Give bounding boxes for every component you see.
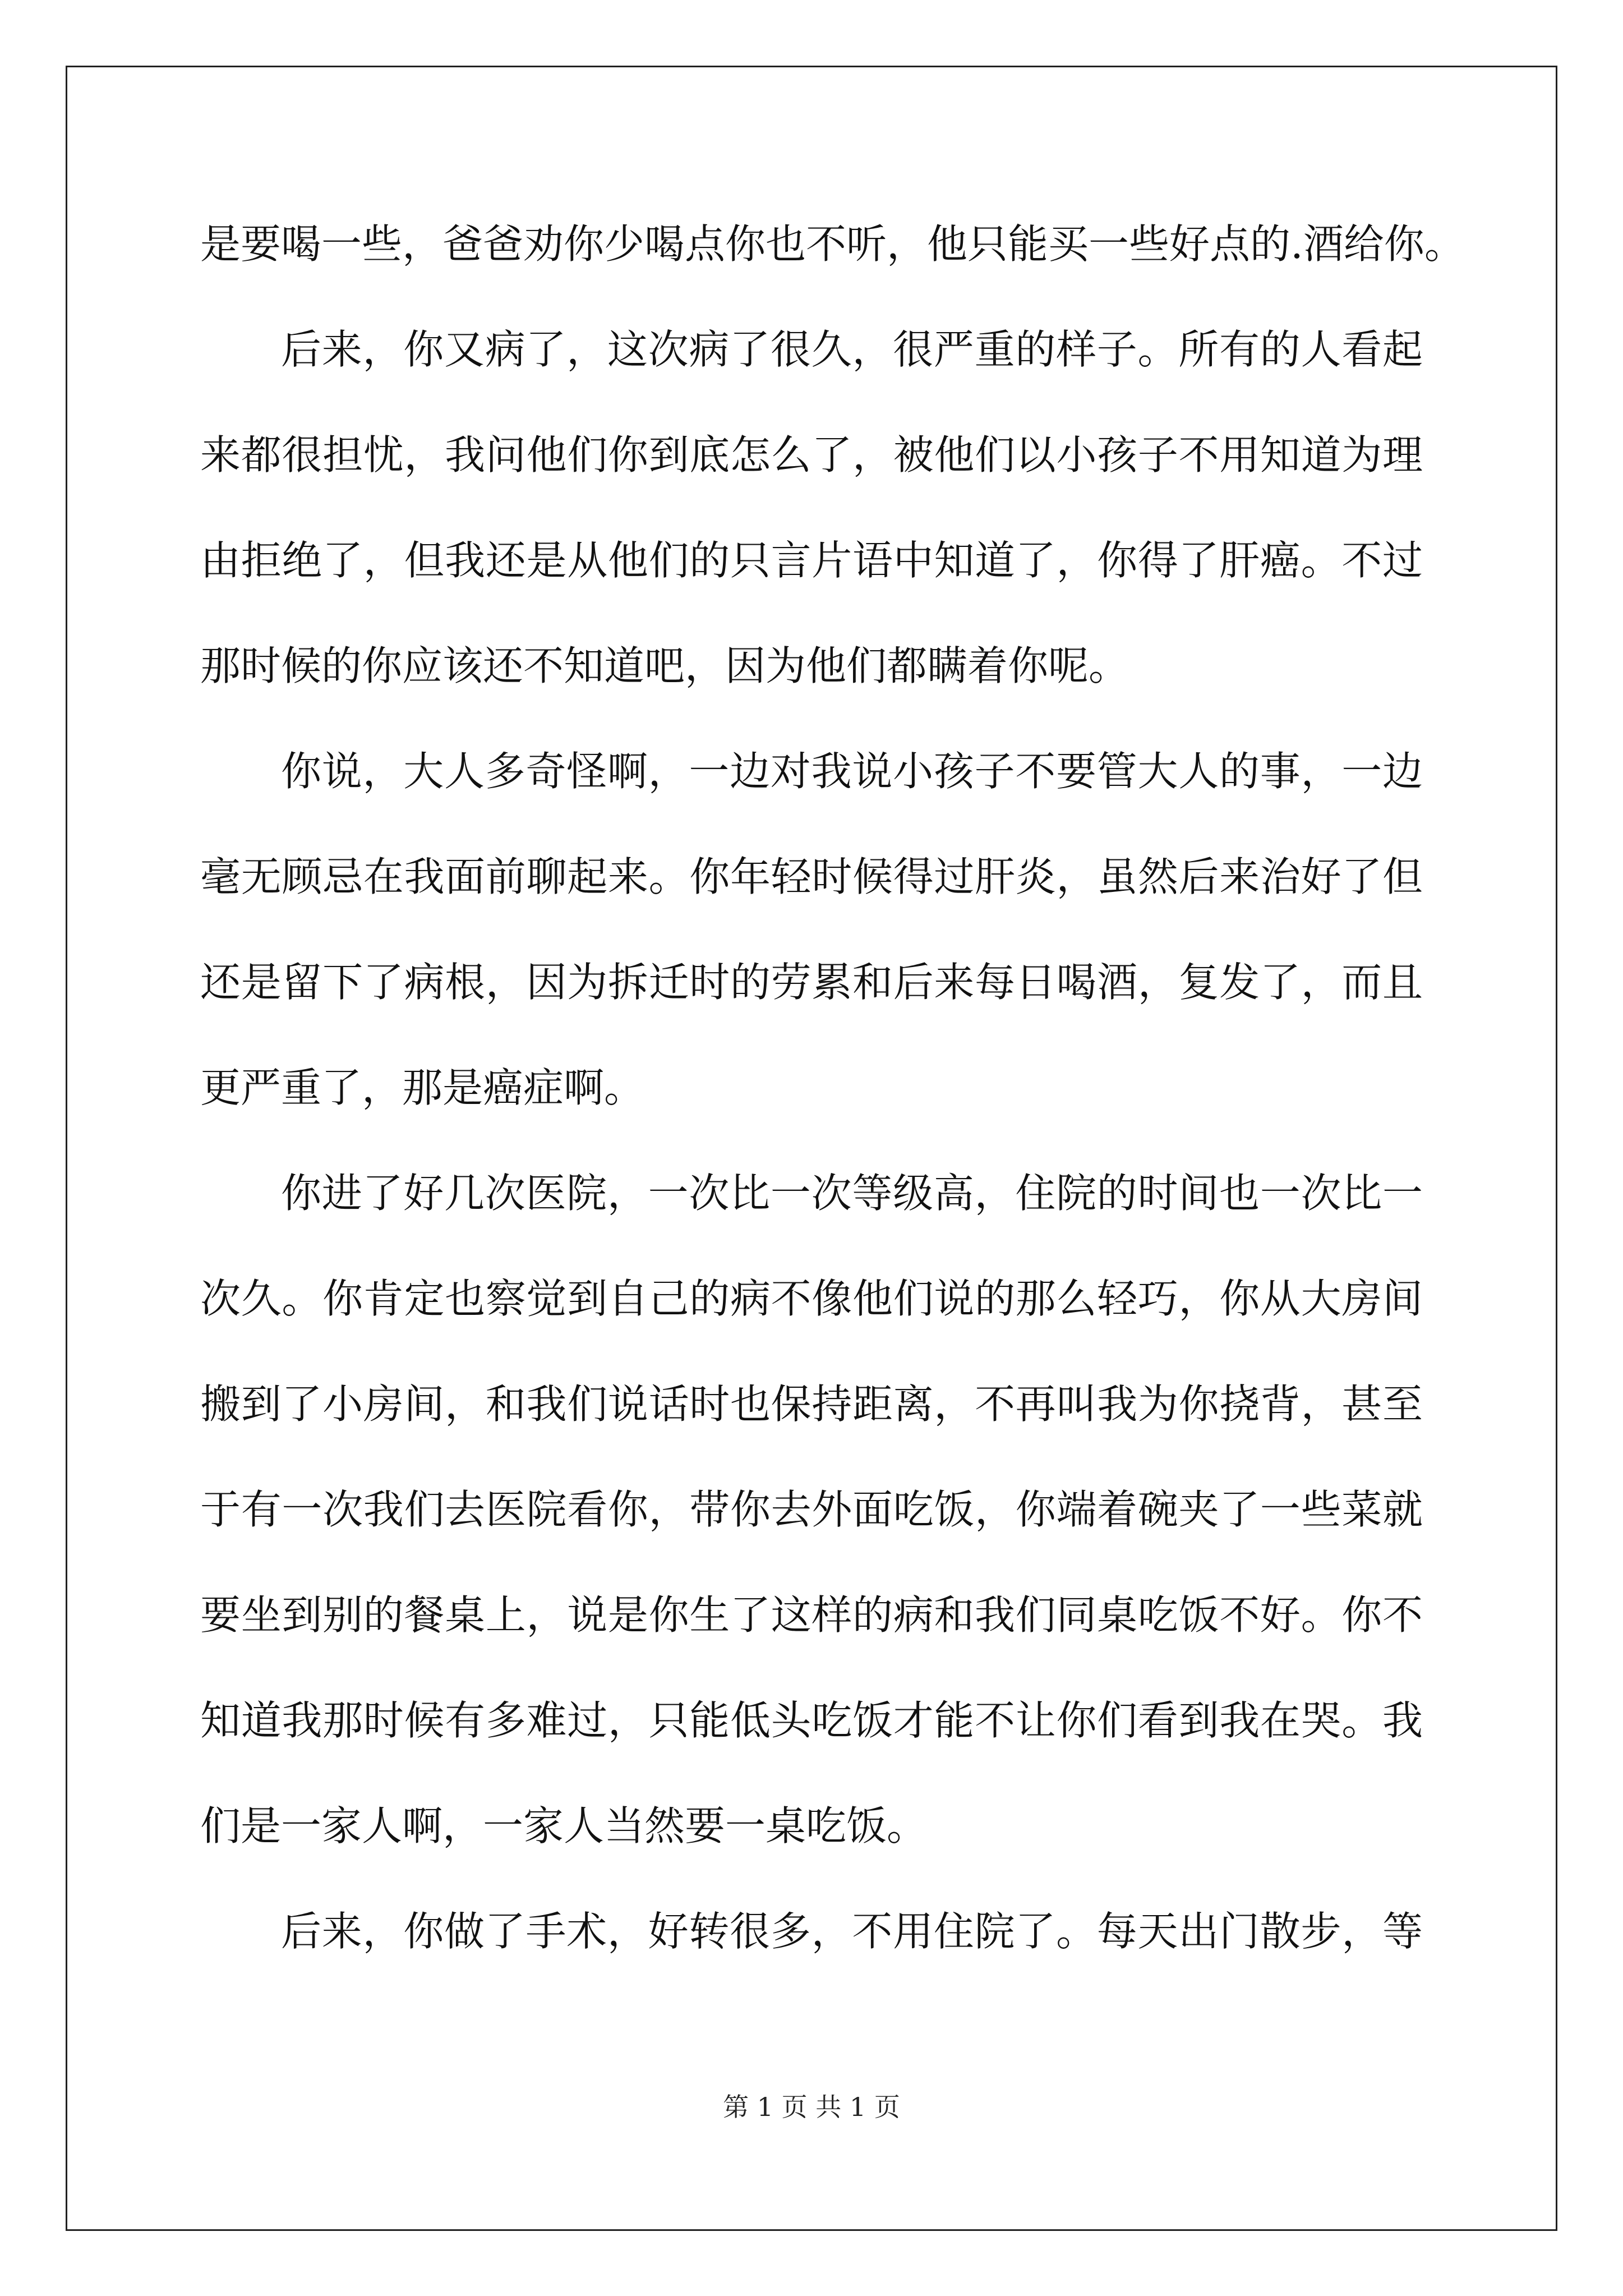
text-line: 要坐到别的餐桌上，说是你生了这样的病和我们同桌吃饭不好。你不: [200, 1591, 1423, 1639]
paragraph-start-line: 后来，你做了手术，好转很多，不用住院了。每天出门散步，等: [281, 1908, 1423, 1955]
text-line: 毫无顾忌在我面前聊起来。你年轻时候得过肝炎，虽然后来治好了但: [200, 853, 1423, 900]
paragraph-start-line: 后来，你又病了，这次病了很久，很严重的样子。所有的人看起: [281, 326, 1423, 373]
text-line: 次久。你肯定也察觉到自己的病不像他们说的那么轻巧，你从大房间: [200, 1275, 1423, 1322]
page-number-footer: 第 1 页 共 1 页: [723, 2092, 900, 2122]
text-line: 来都很担忧，我问他们你到底怎么了，被他们以小孩子不用知道为理: [200, 431, 1423, 478]
paragraph-start-line: 你进了好几次医院，一次比一次等级高，住院的时间也一次比一: [281, 1170, 1423, 1217]
paragraph-end-line: 们是一家人啊，一家人当然要一桌吃饭。: [200, 1802, 928, 1849]
text-line: 是要喝一些，爸爸劝你少喝点你也不听，他只能买一些好点的.酒给你。: [200, 220, 1465, 268]
text-line: 还是留下了病根，因为拆迁时的劳累和后来每日喝酒，复发了，而且: [200, 959, 1423, 1006]
text-line: 搬到了小房间，和我们说话时也保持距离，不再叫我为你挠背，甚至: [200, 1381, 1423, 1428]
text-line: 知道我那时候有多难过，只能低头吃饭才能不让你们看到我在哭。我: [200, 1697, 1423, 1744]
text-line: 由拒绝了，但我还是从他们的只言片语中知道了，你得了肝癌。不过: [200, 537, 1423, 584]
text-line: 于有一次我们去医院看你，带你去外面吃饭，你端着碗夹了一些菜就: [200, 1486, 1423, 1533]
paragraph-end-line: 更严重了，那是癌症啊。: [200, 1064, 645, 1111]
paragraph-start-line: 你说，大人多奇怪啊，一边对我说小孩子不要管大人的事，一边: [281, 748, 1423, 795]
paragraph-end-line: 那时候的你应该还不知道吧，因为他们都瞒着你呢。: [200, 642, 1129, 689]
